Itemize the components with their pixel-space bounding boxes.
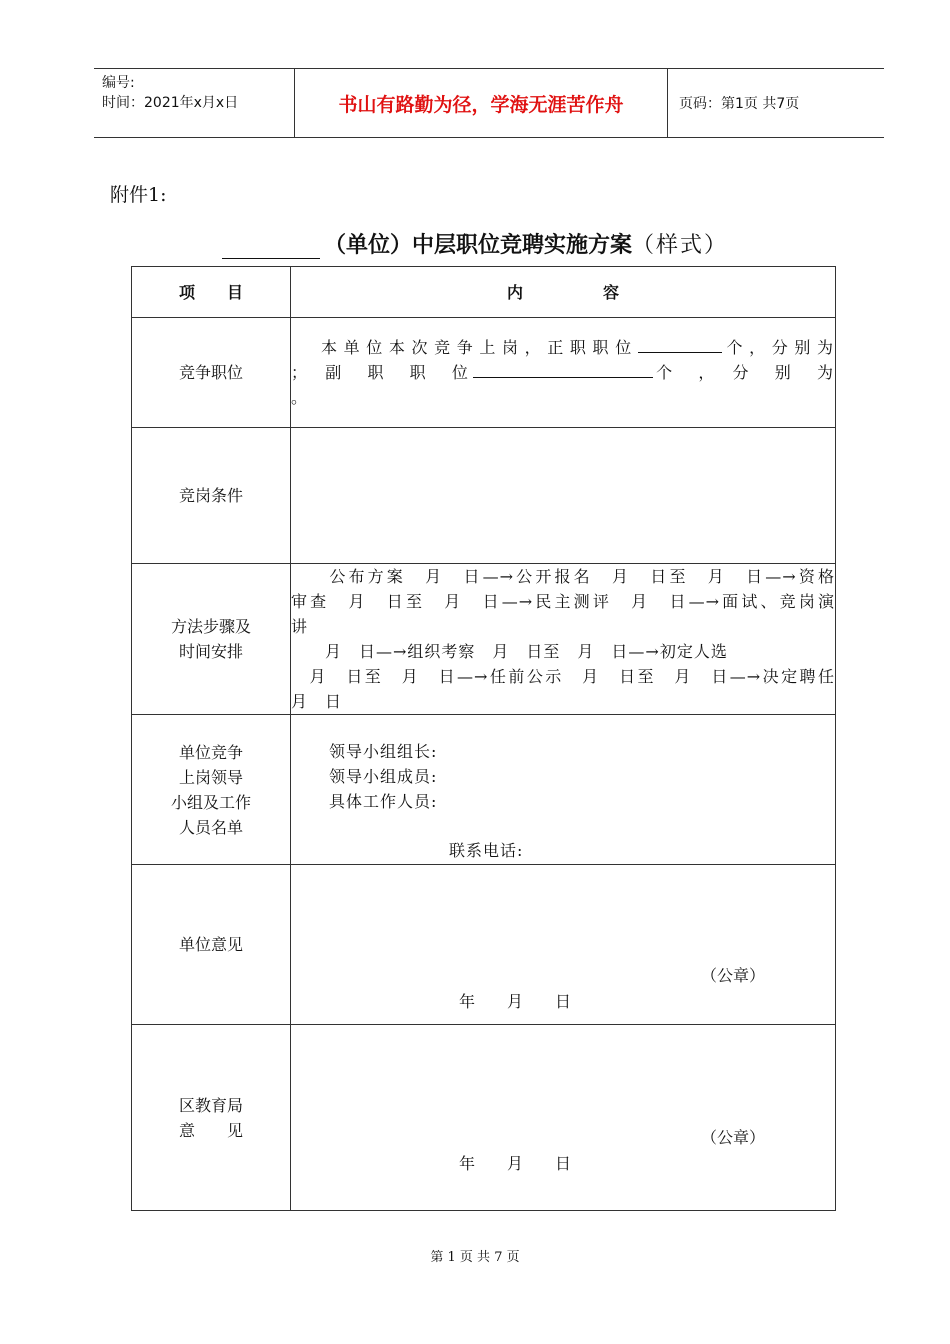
table-row xyxy=(132,1025,836,1211)
row-label-position: 竞争职位 xyxy=(132,318,291,428)
row-label-unit-opinion: 单位意见 xyxy=(132,865,291,1025)
steps-line: 讲 xyxy=(291,617,309,636)
page-footer: 第 1 页 共 7 页 xyxy=(430,1250,520,1265)
row-label-bureau-opinion: 区教育局 意 见 xyxy=(132,1025,291,1211)
header-item: 项 目 xyxy=(132,267,291,318)
steps-line: 月 日 xyxy=(291,692,343,711)
header-content: 内 容 xyxy=(291,267,836,318)
row-label-steps: 方法步骤及 时间安排 xyxy=(132,564,291,715)
attachment-label: 附件1: xyxy=(110,184,167,206)
fill-blank xyxy=(473,361,653,378)
fill-blank xyxy=(638,336,722,353)
steps-line: 月 日—→组织考察 月 日至 月 日—→初定人选 xyxy=(291,642,728,661)
steps-line: 月 日至 月 日—→任前公示 月 日至 月 日—→决定聘任 xyxy=(291,667,835,686)
steps-line: 审查 月 日至 月 日—→民主测评 月 日—→面试、竞岗演 xyxy=(291,592,835,611)
position-line-3: 。 xyxy=(291,388,308,407)
date-label: 年 月 日 xyxy=(459,1154,572,1173)
table-row xyxy=(132,318,836,428)
unit-name-blank xyxy=(222,236,320,259)
position-content xyxy=(291,318,836,428)
row-label-conditions: 竞岗条件 xyxy=(132,428,291,564)
header-motto: 书山有路勤为径，学海无涯苦作舟 xyxy=(338,93,624,116)
leader-field: 领导小组组长: xyxy=(329,742,438,761)
table-row xyxy=(132,564,836,715)
header-divider xyxy=(667,69,668,137)
seal-label: （公章） xyxy=(701,1128,766,1147)
leaders-content xyxy=(291,715,836,865)
steps-content xyxy=(291,564,836,715)
position-line-2: ； 副 职 职 位 个 ， 分 别 为 xyxy=(291,363,835,382)
table-header-row xyxy=(132,267,836,318)
staff-field: 具体工作人员: xyxy=(329,792,438,811)
page-counter: 页码：第1页 共7页 xyxy=(679,96,800,112)
plan-table xyxy=(131,266,836,1211)
table-row xyxy=(132,715,836,865)
date-label: 年 月 日 xyxy=(459,992,572,1011)
number-label: 编号: xyxy=(102,75,135,91)
title-suffix: （样式） xyxy=(632,233,729,258)
time-label: 时间：2021年x月x日 xyxy=(102,95,239,111)
title-main: （单位）中层职位竞聘实施方案 xyxy=(323,233,632,258)
bureau-opinion-content xyxy=(291,1025,836,1211)
header-meta xyxy=(102,73,292,113)
table-row xyxy=(132,865,836,1025)
phone-field: 联系电话: xyxy=(449,841,524,860)
conditions-content xyxy=(291,428,836,564)
document-title xyxy=(0,228,950,259)
members-field: 领导小组成员: xyxy=(329,767,438,786)
row-label-leaders: 单位竞争 上岗领导 小组及工作 人员名单 xyxy=(132,715,291,865)
unit-opinion-content xyxy=(291,865,836,1025)
steps-line: 公布方案 月 日—→公开报名 月 日至 月 日—→资格 xyxy=(291,567,835,586)
table-row xyxy=(132,428,836,564)
seal-label: （公章） xyxy=(701,966,766,985)
page-header xyxy=(94,68,884,138)
position-line-1: 本单位本次竞争上岗，正职职位 个，分别为 xyxy=(321,338,835,357)
